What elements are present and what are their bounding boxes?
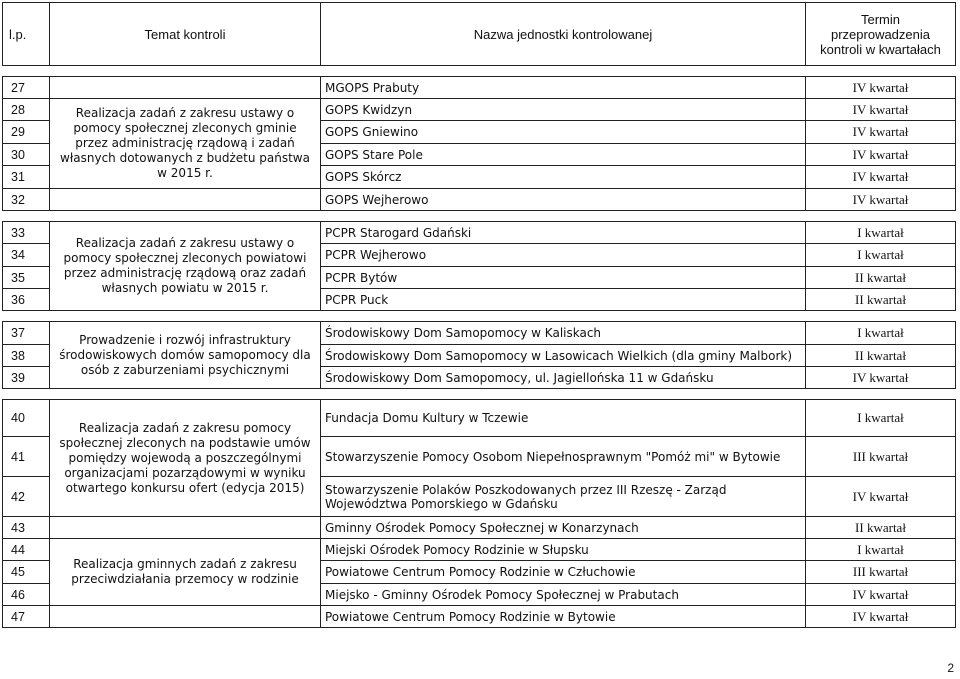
row-number: 32 — [3, 189, 50, 211]
unit-name: GOPS Kwidzyn — [321, 99, 806, 121]
unit-name: Środowiskowy Dom Samopomocy w Lasowicach Wielkich (dla gminy Malbork) — [321, 345, 806, 367]
term-cell: III kwartał — [806, 437, 956, 477]
unit-name: Miejsko - Gminny Ośrodek Pomocy Społecznej w Prabutach — [321, 584, 806, 606]
header-termin-line: Termin — [860, 11, 900, 27]
row-number: 38 — [3, 345, 50, 367]
term-cell: III kwartał — [806, 561, 956, 584]
unit-name: GOPS Gniewino — [321, 121, 806, 144]
term-cell: I kwartał — [806, 400, 956, 437]
topic-cell: Realizacja zadań z zakresu pomocy społecznej zleconych na podstawie umów pomiędzy wojewodą a poszczególnymi organizacjami pozarządowymi w wyniku otwartego konkursu ofert (edycja 2015) — [50, 400, 321, 517]
topic-cell: Realizacja zadań z zakresu ustawy o pomocy społecznej zleconych gminie przez administrację rządową i zadań własnych dotowanych z budżetu państwa w 2015 r. — [50, 99, 321, 189]
topic-cell — [50, 517, 321, 539]
table-row — [3, 606, 956, 628]
header-row — [3, 3, 956, 66]
unit-name: Miejski Ośrodek Pomocy Rodzinie w Słupsku — [321, 539, 806, 561]
unit-name: Powiatowe Centrum Pomocy Rodzinie w Bytowie — [321, 606, 806, 628]
unit-name: Stowarzyszenie Polaków Poszkodowanych przez III Rzeszę - Zarząd Województwa Pomorskiego w Gdańsku — [321, 477, 806, 517]
spacer-row — [3, 211, 956, 222]
header-termin-line: kontroli w kwartałach — [820, 41, 941, 57]
topic-cell — [50, 77, 321, 99]
row-number: 45 — [3, 561, 50, 584]
row-number: 37 — [3, 322, 50, 345]
row-number: 35 — [3, 267, 50, 289]
unit-name: GOPS Stare Pole — [321, 144, 806, 166]
header-termin — [806, 3, 956, 66]
spacer-row — [3, 66, 956, 77]
term-cell: IV kwartał — [806, 166, 956, 189]
term-cell: IV kwartał — [806, 606, 956, 628]
table-row — [3, 189, 956, 211]
row-number: 31 — [3, 166, 50, 189]
term-cell: IV kwartał — [806, 477, 956, 517]
table-row — [3, 539, 956, 561]
row-number: 30 — [3, 144, 50, 166]
term-cell: IV kwartał — [806, 189, 956, 211]
row-number: 44 — [3, 539, 50, 561]
term-cell: IV kwartał — [806, 99, 956, 121]
page-number: 2 — [947, 661, 954, 675]
row-number: 33 — [3, 222, 50, 244]
row-number: 29 — [3, 121, 50, 144]
table-row — [3, 517, 956, 539]
term-cell: II kwartał — [806, 289, 956, 311]
unit-name: Środowiskowy Dom Samopomocy w Kaliskach — [321, 322, 806, 345]
table-row — [3, 400, 956, 437]
header-lp: l.p. — [3, 3, 50, 66]
row-number: 43 — [3, 517, 50, 539]
term-cell: II kwartał — [806, 267, 956, 289]
row-number: 36 — [3, 289, 50, 311]
term-cell: IV kwartał — [806, 584, 956, 606]
topic-cell: Realizacja gminnych zadań z zakresu przeciwdziałania przemocy w rodzinie — [50, 539, 321, 606]
unit-name: PCPR Puck — [321, 289, 806, 311]
row-number: 27 — [3, 77, 50, 99]
spacer-row — [3, 389, 956, 400]
unit-name: GOPS Wejherowo — [321, 189, 806, 211]
row-number: 41 — [3, 437, 50, 477]
row-number: 47 — [3, 606, 50, 628]
control-plan-table — [2, 2, 956, 628]
term-cell: II kwartał — [806, 345, 956, 367]
term-cell: II kwartał — [806, 517, 956, 539]
topic-cell — [50, 189, 321, 211]
unit-name: Stowarzyszenie Pomocy Osobom Niepełnosprawnym "Pomóż mi" w Bytowie — [321, 437, 806, 477]
unit-name: Fundacja Domu Kultury w Tczewie — [321, 400, 806, 437]
table-row — [3, 222, 956, 244]
topic-cell — [50, 606, 321, 628]
table-row — [3, 77, 956, 99]
row-number: 39 — [3, 367, 50, 389]
topic-cell: Realizacja zadań z zakresu ustawy o pomocy społecznej zleconych powiatowi przez administrację rządową oraz zadań własnych powiatu w 2015 r. — [50, 222, 321, 311]
unit-name: GOPS Skórcz — [321, 166, 806, 189]
header-temat: Temat kontroli — [50, 3, 321, 66]
unit-name: MGOPS Prabuty — [321, 77, 806, 99]
unit-name: PCPR Starogard Gdański — [321, 222, 806, 244]
row-number: 34 — [3, 244, 50, 267]
header-termin-line: przeprowadzenia — [830, 26, 930, 42]
unit-name: PCPR Wejherowo — [321, 244, 806, 267]
unit-name: PCPR Bytów — [321, 267, 806, 289]
table-row — [3, 322, 956, 345]
term-cell: I kwartał — [806, 222, 956, 244]
row-number: 46 — [3, 584, 50, 606]
term-cell: I kwartał — [806, 322, 956, 345]
term-cell: I kwartał — [806, 244, 956, 267]
row-number: 40 — [3, 400, 50, 437]
term-cell: I kwartał — [806, 539, 956, 561]
unit-name: Powiatowe Centrum Pomocy Rodzinie w Człuchowie — [321, 561, 806, 584]
row-number: 28 — [3, 99, 50, 121]
term-cell: IV kwartał — [806, 77, 956, 99]
header-nazwa: Nazwa jednostki kontrolowanej — [321, 3, 806, 66]
term-cell: IV kwartał — [806, 144, 956, 166]
row-number: 42 — [3, 477, 50, 517]
topic-cell: Prowadzenie i rozwój infrastruktury środowiskowych domów samopomocy dla osób z zaburzeniami psychicznymi — [50, 322, 321, 389]
term-cell: IV kwartał — [806, 367, 956, 389]
table-row — [3, 99, 956, 121]
spacer-row — [3, 311, 956, 322]
unit-name: Gminny Ośrodek Pomocy Społecznej w Konarzynach — [321, 517, 806, 539]
term-cell: IV kwartał — [806, 121, 956, 144]
unit-name: Środowiskowy Dom Samopomocy, ul. Jagiellońska 11 w Gdańsku — [321, 367, 806, 389]
